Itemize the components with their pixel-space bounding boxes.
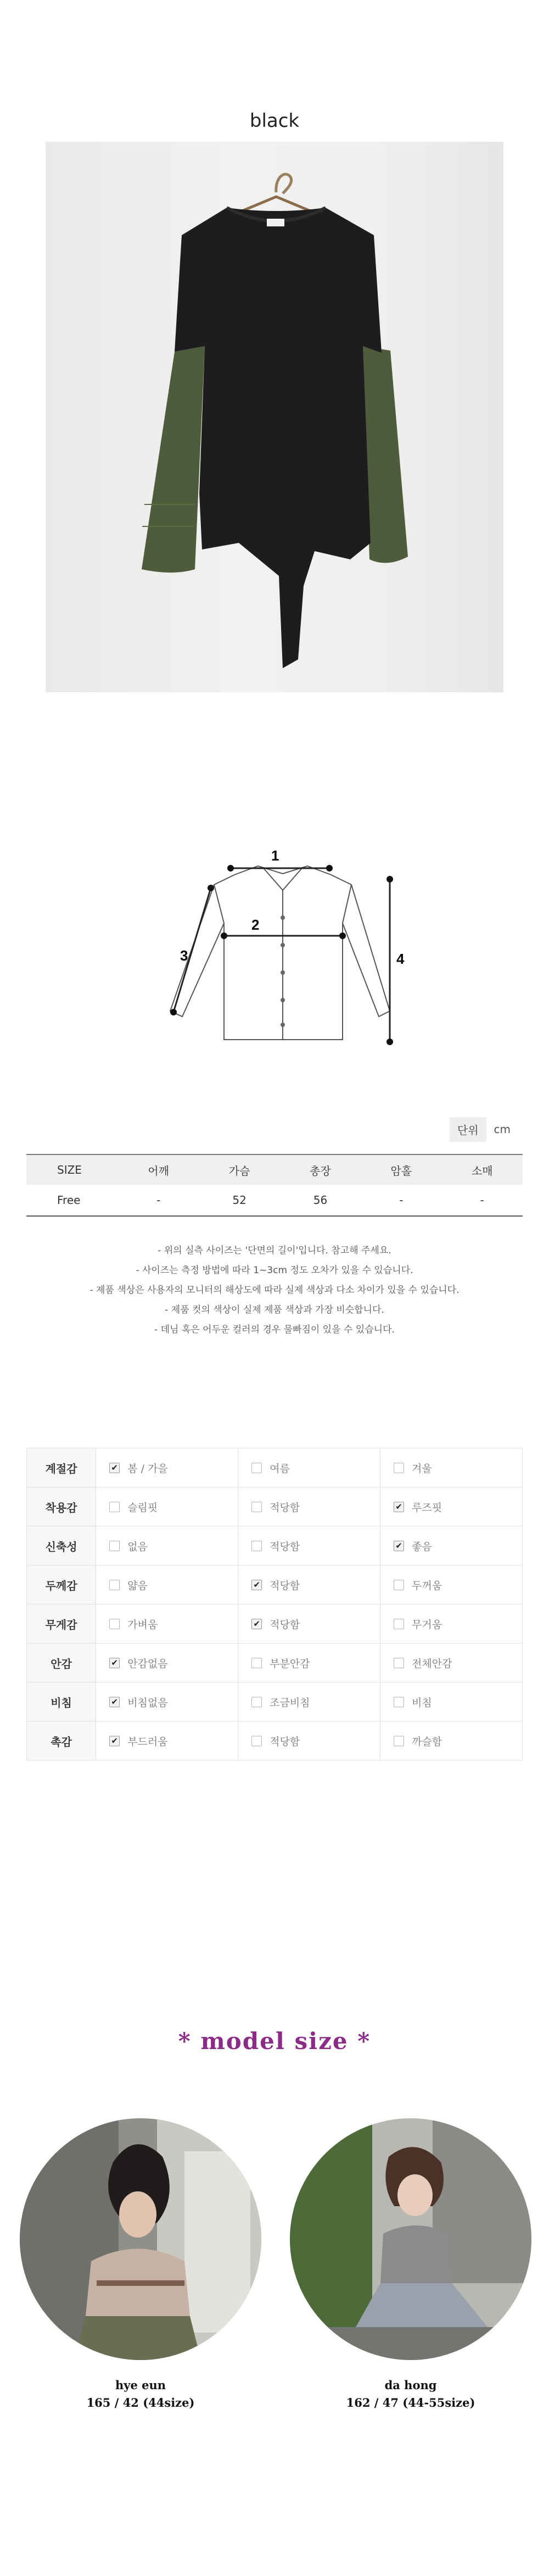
attribute-option [238,1644,380,1683]
attribute-option [380,1683,523,1722]
model-info [20,2377,261,2412]
attribute-option [96,1526,238,1565]
checkbox-empty-icon [251,1658,262,1668]
model-size: 162 / 47 (44-55size) [346,2396,475,2410]
product-photo-illustration [46,142,503,692]
checkbox-empty-icon [394,1697,404,1707]
checkbox-empty-icon [251,1697,262,1707]
attribute-option [238,1448,380,1487]
diagram-label-3: 3 [180,947,188,964]
checkbox-checked-icon [109,1658,120,1668]
attribute-option [96,1487,238,1526]
size-table-header: 어깨 [118,1154,199,1185]
checkbox-empty-icon [251,1463,262,1473]
diagram-label-1: 1 [271,847,279,864]
attribute-option [96,1722,238,1761]
unit-label: 단위 [450,1117,486,1142]
size-table-header-row [26,1154,523,1185]
attribute-option [96,1565,238,1605]
attribute-option [96,1644,238,1683]
diagram-label-2: 2 [251,917,260,933]
model-photo [20,2118,261,2360]
size-table-header: 총장 [280,1154,361,1185]
size-diagram [154,835,412,1066]
note-line: - 사이즈는 측정 방법에 따라 1~3cm 정도 오차가 있을 수 있습니다. [136,1265,413,1276]
size-table [26,1154,523,1217]
attribute-row [27,1722,523,1761]
attribute-option [238,1526,380,1565]
note-line: - 제품 색상은 사용자의 모니터의 해상도에 따라 실제 색상과 다소 차이가 있을 수 있습니다. [89,1285,460,1296]
table-row [26,1185,523,1216]
size-cell: - [361,1185,441,1216]
model-size: 165 / 42 (44size) [86,2396,195,2410]
attribute-option-label: 얇음 [127,1579,148,1592]
attribute-option [380,1722,523,1761]
checkbox-empty-icon [109,1580,120,1590]
color-label: black [249,110,300,132]
note-line: - 데님 혹은 어두운 컬러의 경우 물빠짐이 있을 수 있습니다. [154,1324,395,1335]
attribute-option [96,1683,238,1722]
attribute-option-label: 까슬함 [412,1735,442,1748]
attribute-option-label: 루즈핏 [412,1501,442,1514]
checkbox-empty-icon [251,1541,262,1551]
attribute-option-label: 여름 [270,1462,290,1475]
checkbox-checked-icon [394,1502,404,1512]
attribute-label: 계절감 [27,1448,96,1487]
size-cell: Free [26,1185,118,1216]
attribute-row [27,1526,523,1565]
attribute-option-label: 적당함 [270,1618,300,1631]
attribute-row [27,1487,523,1526]
attribute-option-label: 없음 [127,1540,148,1553]
attribute-row [27,1448,523,1487]
checkbox-empty-icon [251,1736,262,1746]
attribute-label: 안감 [27,1644,96,1683]
size-cell: - [442,1185,523,1216]
attribute-row [27,1644,523,1683]
attribute-option [380,1526,523,1565]
checkbox-checked-icon [394,1541,404,1551]
unit-toggle [450,1115,518,1143]
attribute-option [380,1565,523,1605]
model-name: hye eun [115,2378,166,2392]
checkbox-empty-icon [394,1658,404,1668]
fabric-attributes-table [26,1448,523,1761]
attribute-option [238,1722,380,1761]
attribute-option-label: 두꺼움 [412,1579,442,1592]
size-table-header: SIZE [26,1154,118,1185]
attribute-option [96,1448,238,1487]
attribute-option-label: 부분안감 [270,1657,310,1670]
checkbox-empty-icon [109,1502,120,1512]
attribute-label: 신축성 [27,1526,96,1565]
attribute-option-label: 적당함 [270,1540,300,1553]
attribute-row [27,1683,523,1722]
attribute-option-label: 전체안감 [412,1657,452,1670]
attribute-option-label: 적당함 [270,1735,300,1748]
attribute-option [380,1644,523,1683]
size-table-header: 소매 [442,1154,523,1185]
checkbox-empty-icon [394,1619,404,1629]
model-size-title: * model size * [178,2028,371,2055]
checkbox-empty-icon [251,1502,262,1512]
attribute-option-label: 비침없음 [127,1696,168,1709]
attribute-option-label: 부드러움 [127,1735,168,1748]
attribute-label: 두께감 [27,1565,96,1605]
size-table-header: 암홀 [361,1154,441,1185]
attribute-option [238,1565,380,1605]
checkbox-empty-icon [109,1541,120,1551]
checkbox-checked-icon [109,1463,120,1473]
checkbox-checked-icon [109,1736,120,1746]
size-table-header: 가슴 [199,1154,279,1185]
attribute-option-label: 무거움 [412,1618,442,1631]
note-line: - 제품 컷의 색상이 실제 제품 색상과 가장 비슷합니다. [165,1304,384,1315]
model-name: da hong [384,2378,437,2392]
diagram-label-4: 4 [396,951,405,967]
model-info [290,2377,531,2412]
note-line: - 위의 실측 사이즈는 '단면의 길이'입니다. 참고해 주세요. [158,1245,391,1256]
checkbox-checked-icon [251,1619,262,1629]
attribute-option-label: 슬림핏 [127,1501,158,1514]
attribute-option [380,1487,523,1526]
checkbox-empty-icon [394,1463,404,1473]
attribute-label: 촉감 [27,1722,96,1761]
size-notes [0,1241,549,1340]
attribute-option-label: 비침 [412,1696,432,1709]
model-photo [290,2118,531,2360]
attribute-option-label: 적당함 [270,1501,300,1514]
attribute-option [380,1605,523,1644]
size-cell: 52 [199,1185,279,1216]
attribute-option-label: 겨울 [412,1462,432,1475]
attribute-label: 착용감 [27,1487,96,1526]
checkbox-checked-icon [109,1697,120,1707]
attribute-label: 비침 [27,1683,96,1722]
attribute-option [96,1605,238,1644]
unit-cm: cm [494,1123,511,1136]
product-photo [46,142,503,692]
attribute-option-label: 조금비침 [270,1696,310,1709]
attribute-option [380,1448,523,1487]
size-cell: 56 [280,1185,361,1216]
attribute-option-label: 안감없음 [127,1657,168,1670]
attribute-option [238,1487,380,1526]
attribute-option-label: 좋음 [412,1540,432,1553]
checkbox-checked-icon [251,1580,262,1590]
attribute-row [27,1565,523,1605]
attribute-label: 무게감 [27,1605,96,1644]
attribute-option [238,1605,380,1644]
attribute-option-label: 적당함 [270,1579,300,1592]
attribute-row [27,1605,523,1644]
attribute-option [238,1683,380,1722]
size-cell: - [118,1185,199,1216]
attribute-option-label: 봄 / 가을 [127,1462,168,1475]
checkbox-empty-icon [394,1736,404,1746]
attribute-option-label: 가벼움 [127,1618,158,1631]
checkbox-empty-icon [394,1580,404,1590]
checkbox-empty-icon [109,1619,120,1629]
